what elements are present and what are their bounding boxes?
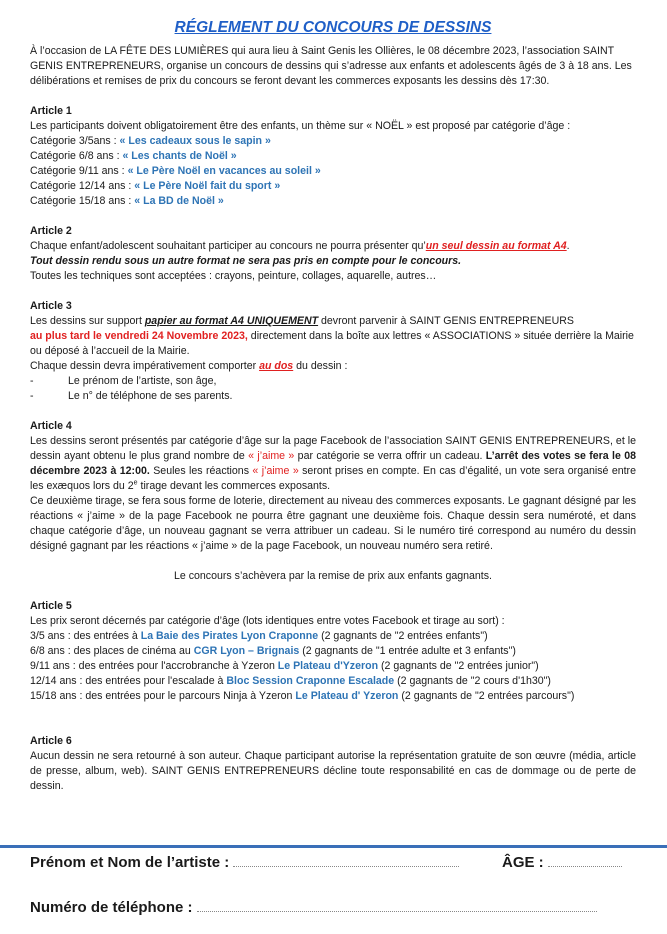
artist-name-field[interactable] (30, 854, 459, 872)
article-2-text (30, 239, 636, 254)
prize-place: Le Plateau d'Yzeron (277, 660, 379, 672)
like-reaction: « j’aime » (252, 465, 299, 477)
prize-text: 12/14 ans : des entrées pour l'escalade à (30, 675, 227, 687)
article-3-b2: directement dans la boîte aux lettres « ASSOCIATIONS » située derrière la Mairie ou déposé à l’accueil de la Mairie. (30, 330, 634, 357)
like-reaction: « j’aime » (248, 450, 295, 462)
article-1-heading: Article 1 (30, 105, 72, 117)
category-label: Catégorie 3/5ans : (30, 135, 117, 147)
prize-detail: (2 gagnants de "2 entrées junior") (378, 660, 539, 672)
article-2-text-b: . (566, 240, 570, 252)
closing-line: Le concours s’achèvera par la remise de prix aux enfants gagnants. (174, 570, 492, 582)
prize-detail: (2 gagnants de "1 entrée adulte et 3 enfants") (299, 645, 516, 657)
age-line[interactable] (548, 854, 622, 867)
article-4-p1b: par catégorie se verra offrir un cadeau. (294, 450, 486, 462)
prize-detail: (2 gagnants de "2 cours d'1h30") (394, 675, 551, 687)
article-3-deadline (30, 329, 636, 359)
category-item (30, 149, 636, 164)
prize-item (30, 629, 636, 644)
artist-name-line[interactable] (233, 854, 459, 867)
dash-icon: - (30, 390, 34, 402)
category-theme: « Les chants de Noël » (122, 150, 237, 162)
category-item (30, 194, 636, 209)
category-label: Catégorie 12/14 ans : (30, 180, 132, 192)
phone-field[interactable] (30, 899, 597, 917)
intro-paragraph: À l’occasion de LA FÊTE DES LUMIÈRES qui aura lieu à Saint Genis les Ollières, le 08 décembre 2023, l’association SAINT GENIS ENTREPRENEURS, organise un concours de dessins qui s’adresse aux enfants et adolescents âgés de 3 à 18 ans. Les délibérations et remises de prix du concours se feront devant les commerces exposants les dessins dès 17:30. (30, 45, 632, 87)
prize-text: 3/5 ans : des entrées à (30, 630, 141, 642)
article-3-a3: devront parvenir à SAINT GENIS ENTREPRENEURS (318, 315, 574, 327)
article-3-back (30, 359, 636, 374)
prize-item (30, 659, 636, 674)
category-list (30, 134, 636, 209)
category-item (30, 179, 636, 194)
support-requirement: papier au format A4 UNIQUEMENT (144, 315, 319, 327)
artist-name-label: Prénom et Nom de l’artiste : (30, 854, 230, 871)
article-3-c1: Chaque dessin devra impérativement comporter (30, 360, 260, 372)
article-4-p1a: Les dessins seront présentés par catégorie d’âge sur la page Facebook de l’association SAINT GENIS ENTREPRENEURS, et le dessin ayant obtenu le plus grand nombre de (30, 435, 636, 462)
category-theme: « La BD de Noël » (134, 195, 224, 207)
prize-detail: (2 gagnants de "2 entrées parcours") (398, 690, 575, 702)
category-item (30, 134, 636, 149)
category-item (30, 164, 636, 179)
bullet-item (30, 374, 636, 389)
article-5-text: Les prix seront décernés par catégorie d’âge (lots identiques entre votes Facebook et tirage au sort) : (30, 615, 505, 627)
article-5-heading: Article 5 (30, 600, 72, 612)
category-theme: « Le Père Noël fait du sport » (134, 180, 281, 192)
separator-bar (0, 845, 667, 848)
category-label: Catégorie 6/8 ans : (30, 150, 120, 162)
prize-place: Le Plateau d' Yzeron (295, 690, 399, 702)
format-requirement: un seul dessin au format A4 (425, 240, 567, 252)
article-3-c3: du dessin : (293, 360, 348, 372)
prize-item (30, 689, 636, 704)
prize-text: 15/18 ans : des entrées pour le parcours Ninja à Yzeron (30, 690, 296, 702)
rules-document (30, 0, 636, 794)
deadline-text: au plus tard le vendredi 24 Novembre 2023, (30, 330, 248, 342)
category-theme: « Les cadeaux sous le sapin » (119, 135, 271, 147)
phone-label: Numéro de téléphone : (30, 899, 193, 916)
article-3-heading: Article 3 (30, 300, 72, 312)
prize-place: Bloc Session Craponne Escalade (226, 675, 395, 687)
article-1-text: Les participants doivent obligatoirement être des enfants, un thème sur « NOËL » est proposé par catégorie d’âge : (30, 120, 571, 132)
prize-place: CGR Lyon – Brignais (193, 645, 300, 657)
techniques-text: Toutes les techniques sont acceptées : crayons, peinture, collages, aquarelle, autres… (30, 270, 437, 282)
category-label: Catégorie 9/11 ans : (30, 165, 125, 177)
prize-item (30, 674, 636, 689)
article-4-p1c: Seules les réactions (149, 465, 253, 477)
article-4-paragraph-1 (30, 434, 636, 494)
category-theme: « Le Père Noël en vacances au soleil » (127, 165, 321, 177)
article-6-text: Aucun dessin ne sera retourné à son auteur. Chaque participant autorise la représentation gratuite de son œuvre (média, article de presse, album, web). SAINT GENIS ENTREPRENEURS décline toute responsabilité en cas de dommage ou de perte de dessin. (30, 750, 636, 792)
prize-detail: (2 gagnants de "2 entrées enfants") (318, 630, 488, 642)
category-label: Catégorie 15/18 ans : (30, 195, 132, 207)
article-4-p1e: tirage devant les commerces exposants. (137, 480, 331, 492)
format-warning: Tout dessin rendu sous un autre format ne sera pas pris en compte pour le concours. (30, 255, 462, 267)
back-requirement: au dos (259, 360, 294, 372)
article-3-support (30, 314, 636, 329)
article-4-heading: Article 4 (30, 420, 72, 432)
article-2-text-a: Chaque enfant/adolescent souhaitant participer au concours ne pourra présenter qu’ (30, 240, 426, 252)
bullet-text: Le prénom de l’artiste, son âge, (68, 375, 217, 387)
prize-place: La Baie des Pirates Lyon Craponne (140, 630, 319, 642)
age-label: ÂGE : (502, 854, 544, 871)
article-3-a1: Les dessins sur support (30, 315, 145, 327)
bullet-item (30, 389, 636, 404)
dash-icon: - (30, 375, 34, 387)
document-title: RÉGLEMENT DU CONCOURS DE DESSINS (174, 19, 492, 36)
age-field[interactable] (502, 854, 622, 872)
vote-deadline: L’arrêt des votes se fera le 08 décembre 2023 à 12:00. (30, 450, 636, 477)
article-4-p1d: seront prises en compte. En cas d’égalité, un vote sera organisé entre les exæquos lors du 2 (30, 465, 636, 492)
prize-text: 9/11 ans : des entrées pour l'accrobranche à Yzeron (30, 660, 278, 672)
article-4-paragraph-2: Ce deuxième tirage, se fera sous forme de loterie, directement au niveau des commerces exposants. Le gagnant désigné par les réactions « j’aime » de la page Facebook ne pourra être gagnant une deuxième fois. Chaque dessin sera numéroté, et dans chaque catégorie d’âge, un nouveau gagnant se verra attribuer un cadeau. Si le numéro tiré correspond au numéro du dessin désigné gagnant par les réactions « j’aime » de la page Facebook, un nouveau numéro sera retiré. (30, 495, 636, 552)
superscript: e (133, 479, 138, 487)
phone-line[interactable] (197, 899, 597, 912)
prize-item (30, 644, 636, 659)
article-2-heading: Article 2 (30, 225, 72, 237)
prize-text: 6/8 ans : des places de cinéma au (30, 645, 194, 657)
article-6-heading: Article 6 (30, 735, 72, 747)
bullet-text: Le n° de téléphone de ses parents. (68, 390, 233, 402)
